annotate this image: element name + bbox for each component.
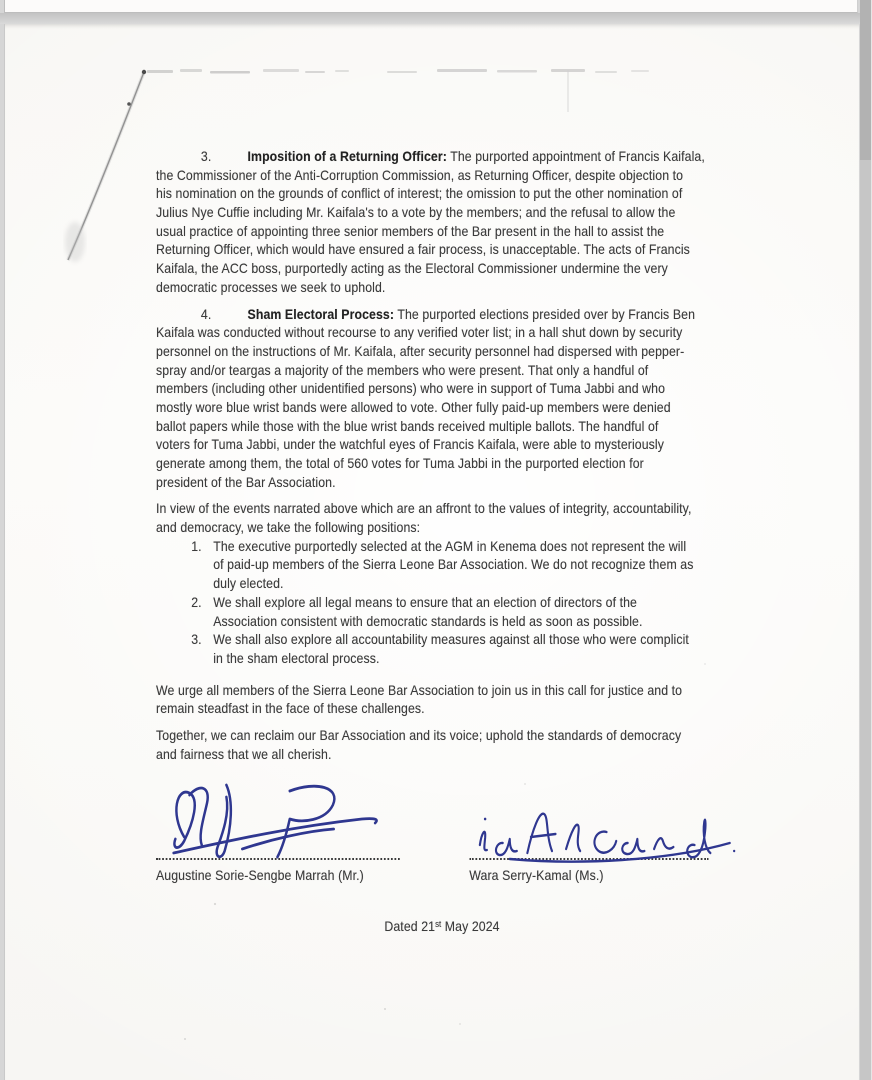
signature-augustine-ink	[158, 779, 404, 863]
text-line: Association consistent with democratic standards is held as soon as possible.	[213, 612, 643, 629]
date-line	[156, 915, 728, 936]
document-page	[4, 24, 859, 1080]
scan-crease-shadow	[68, 72, 144, 260]
positions-intro	[156, 499, 733, 536]
text-line: and democracy, we take the following positions:	[156, 519, 421, 536]
text-line: the Commissioner of the Anti-Corruption Commission, as Returning Officer, despite objection to	[156, 166, 684, 183]
signatory-name-right: Wara Serry-Kamal (Ms.)	[469, 867, 604, 884]
text-line: 3. Imposition of a Returning Officer: The purported appointment of Francis Kaifala,	[200, 148, 705, 164]
text-line: spray and/or teargas a majority of the members who were present. That only a handful of	[156, 361, 649, 378]
text-line: generate among them, the total of 560 votes for Tuma Jabbi in the purported election for	[156, 455, 644, 471]
positions-list	[156, 537, 733, 668]
text-line: 2. We shall explore all legal means to ensure that an election of directors of the	[191, 593, 637, 610]
text-line: duly elected.	[213, 575, 284, 592]
document-content	[156, 147, 733, 936]
previous-page-edge	[4, 0, 858, 13]
text-line: in the sham electoral process.	[213, 649, 380, 666]
text-line: We urge all members of the Sierra Leone Bar Association to join us in this call for justice and to	[156, 681, 683, 698]
scrollbar-thumb[interactable]	[860, 0, 871, 160]
text-line: of paid-up members of the Sierra Leone Bar Association. We do not recognize them as	[213, 556, 694, 573]
document-blocks	[156, 147, 733, 763]
text-line: personnel on the instructions of Mr. Kaifala, after security personnel had dispersed with pepper-	[156, 342, 685, 359]
paragraph-number: 4.	[200, 305, 212, 322]
text-line: 3. We shall also explore all accountability measures against all those who were complicit	[191, 631, 689, 648]
text-line: 4. Sham Electoral Process: The purported elections presided over by Francis Ben	[200, 305, 696, 322]
text-line: Julius Nye Cuffie including Mr. Kaifala's to a vote by the members; and the refusal to allow the	[156, 204, 676, 221]
signatory-name-left: Augustine Sorie-Sengbe Marrah (Mr.)	[156, 867, 364, 884]
text-line: usual practice of appointing three senior members of the Bar present in the hall to assist the	[156, 222, 665, 239]
page-separator	[0, 13, 872, 24]
text-line: Kaifala was conducted without recourse to any verified voter list; in a hall shut down by security	[156, 324, 683, 341]
text-line: remain steadfast in the face of these challenges.	[156, 700, 425, 717]
text-line: Kaifala, the ACC boss, purportedly acting as the Electoral Commissioner undermine the very	[156, 260, 668, 277]
text-line: Returning Officer, which would have ensured a fair process, is unacceptable. The acts of Francis	[156, 241, 690, 258]
list-item-number: 1.	[191, 537, 202, 554]
scan-speck	[127, 102, 131, 106]
paragraph-number: 3.	[200, 148, 212, 164]
scan-speck	[142, 70, 146, 74]
paragraph-heading: Imposition of a Returning Officer:	[247, 148, 447, 164]
date-ordinal-sup: st	[435, 919, 442, 930]
scan-smudge-blob	[65, 222, 85, 262]
text-line: 1. The executive purportedly selected at the AGM in Kenema does not represent the will	[191, 537, 687, 554]
text-line: members (including other unidentified persons) who were in support of Tuma Jabbi and who	[156, 380, 666, 397]
list-item-number: 2.	[191, 593, 202, 610]
paragraph-3-returning-officer	[156, 147, 733, 297]
text-line: and fairness that we all cherish.	[156, 745, 332, 762]
scrollbar-track[interactable]	[860, 0, 871, 1080]
signature-row	[156, 779, 733, 885]
paragraph-4-sham-electoral-process	[156, 305, 733, 492]
text-line: Together, we can reclaim our Bar Association and its voice; uphold the standards of democracy	[156, 726, 682, 743]
date-suffix: May 2024	[441, 918, 500, 935]
signature-block-left	[156, 779, 469, 885]
text-line: In view of the events narrated above which are an affront to the values of integrity, accountability,	[156, 500, 692, 517]
signature-wara-ink	[473, 801, 737, 865]
text-line: president of the Bar Association.	[156, 473, 336, 490]
text-line: voters for Tuma Jabbi, under the watchful eyes of Francis Kaifala, were able to mysteriously	[156, 436, 664, 453]
list-item-number: 3.	[191, 631, 202, 648]
signature-dotted-line-right	[469, 858, 708, 860]
together-paragraph	[156, 726, 733, 763]
scan-crease-line	[68, 72, 144, 260]
paragraph-heading: Sham Electoral Process:	[247, 305, 395, 322]
text-line: mostly wore blue wrist bands were allowed to vote. Other fully paid-up members were denied	[156, 398, 671, 415]
signature-block-right	[469, 801, 733, 885]
text-line: ballot papers while those with the blue wrist bands received multiple ballots. The handful of	[156, 417, 659, 434]
scan-top-smudges	[147, 69, 649, 74]
urge-paragraph	[156, 681, 733, 718]
date-prefix: Dated 21	[384, 918, 436, 935]
text-line: democratic processes we seek to uphold.	[156, 278, 386, 295]
text-line: his nomination on the grounds of conflict of interest; the omission to put the other nomination of	[156, 185, 683, 202]
